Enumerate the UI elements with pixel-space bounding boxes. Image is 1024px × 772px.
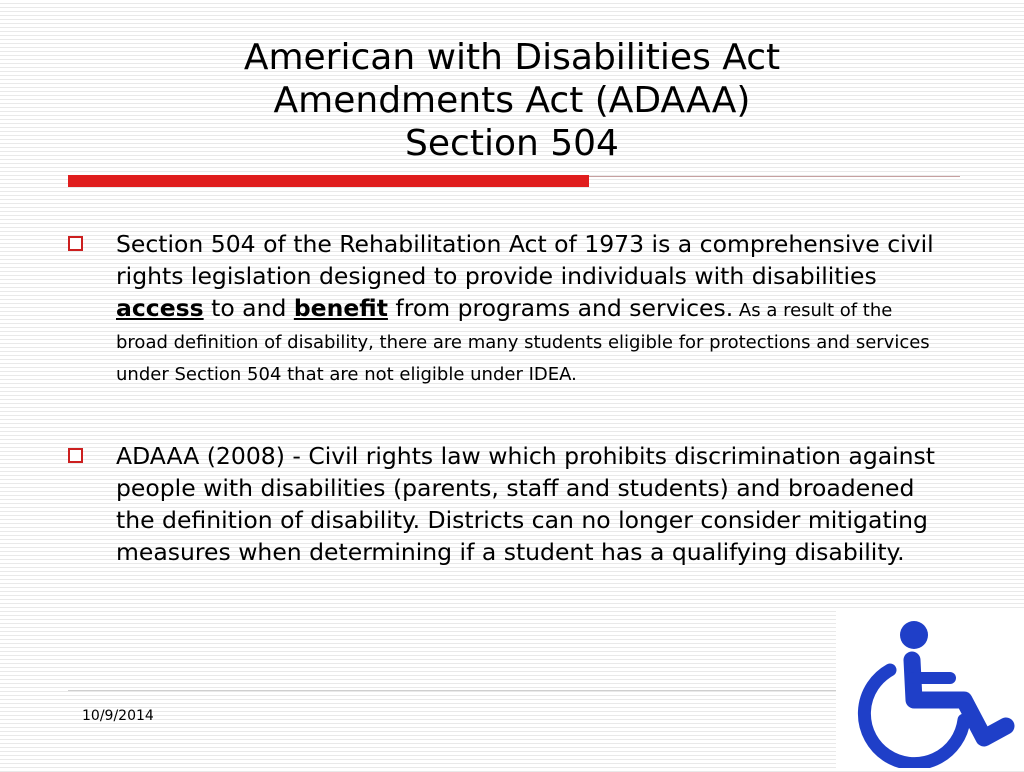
slide-title (60, 36, 964, 165)
bullet-1-emphasis-benefit: benefit (293, 294, 388, 322)
title-line-3: Section 504 (405, 123, 619, 164)
title-underline-gray (589, 176, 960, 177)
wheelchair-symbol (836, 608, 1024, 768)
square-bullet-icon (68, 236, 83, 251)
wheelchair-accessibility-icon (836, 608, 1024, 768)
bullet-list (68, 228, 948, 568)
title-underline-red (68, 175, 589, 187)
bullet-1-note: As a result of the broad definition of disability, there are many students eligible for protections and services under Section 504 that are not eligible under IDEA. (116, 300, 930, 385)
footer-divider (68, 690, 838, 691)
bullet-item-section-504 (68, 228, 948, 388)
bullet-1-text-2: to and (203, 294, 294, 322)
square-bullet-icon (68, 448, 83, 463)
title-line-1: American with Disabilities Act (243, 37, 781, 78)
bullet-1-emphasis-access: access (116, 294, 204, 322)
footer-date: 10/9/2014 (82, 708, 154, 724)
bullet-2-text: ADAAA (2008) - Civil rights law which prohibits discrimination against people with disabilities (parents, staff and students) and broadened the definition of disability. Districts can no longer consider mitigating measures when determining if a student has a qualifying disability. (116, 442, 936, 566)
title-line-2: Amendments Act (ADAAA) (273, 80, 751, 121)
bullet-1-text: Section 504 of the Rehabilitation Act of 1973 is a comprehensive civil rights legislation designed to provide individuals with disabilities (116, 230, 934, 290)
bullet-item-adaaa (68, 440, 948, 568)
bullet-1-text-3: from programs and services. (387, 294, 734, 322)
